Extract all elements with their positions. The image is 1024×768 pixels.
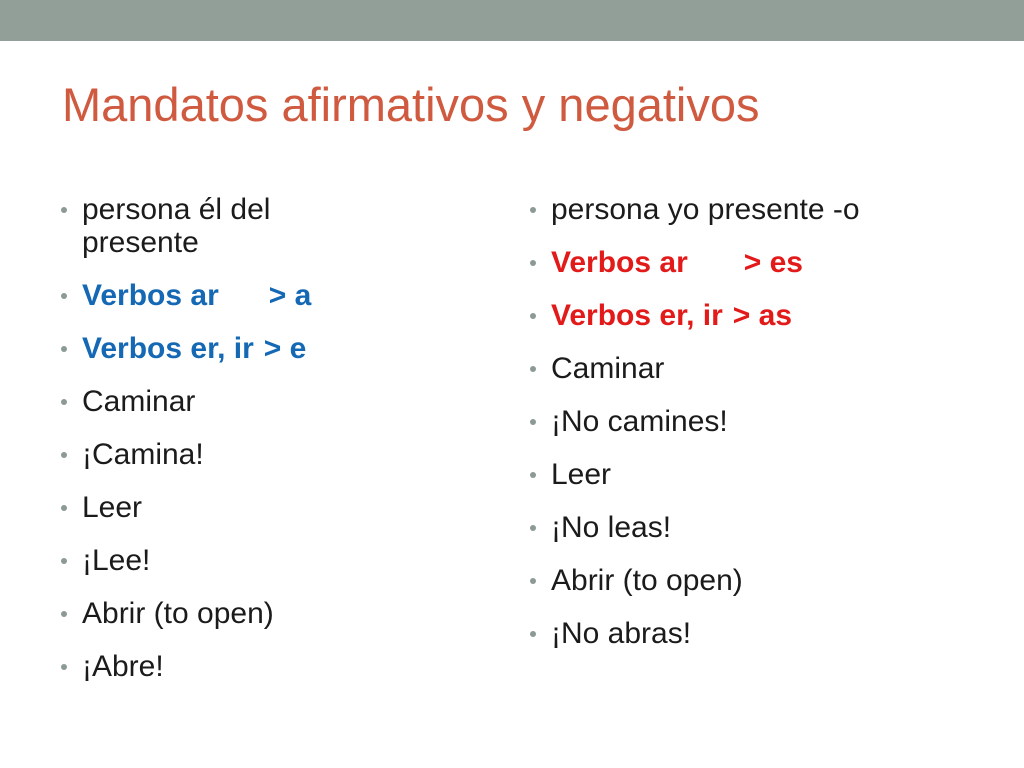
- list-item: [527, 193, 997, 226]
- list-item: [58, 193, 382, 259]
- list-item: [58, 279, 478, 312]
- list-item: [58, 332, 478, 365]
- list-item: [527, 299, 997, 332]
- bullet-icon: [530, 419, 536, 425]
- bullet-icon: [530, 472, 536, 478]
- bullet-icon: [530, 260, 536, 266]
- list-item: [527, 511, 997, 544]
- list-item: [58, 650, 478, 683]
- list-item: [527, 246, 997, 279]
- list-item-text: Leer: [82, 491, 143, 524]
- list-item-text: Abrir (to open): [551, 564, 743, 597]
- bullet-icon: [61, 399, 67, 405]
- list-item-suffix: > e: [263, 332, 307, 365]
- list-item-text: ¡Abre!: [82, 650, 164, 683]
- list-item: [58, 491, 478, 524]
- list-item: [527, 564, 997, 597]
- bullet-icon: [530, 525, 536, 531]
- list-item: [58, 385, 478, 418]
- list-item-text: Verbos ar: [82, 279, 219, 312]
- list-item-suffix: > es: [743, 246, 803, 279]
- bullet-icon: [61, 207, 67, 213]
- list-item-text: Caminar: [82, 385, 196, 418]
- list-item-suffix: > as: [732, 299, 793, 332]
- list-item-text: Caminar: [551, 352, 665, 385]
- bullet-icon: [530, 207, 536, 213]
- bullet-icon: [61, 293, 67, 299]
- list-item: [58, 597, 478, 630]
- list-item-text: Abrir (to open): [82, 597, 274, 630]
- bullet-icon: [530, 313, 536, 319]
- bullet-icon: [530, 366, 536, 372]
- list-item-text: Verbos er, ir: [82, 332, 254, 365]
- list-item: [58, 544, 478, 577]
- list-item: [527, 405, 997, 438]
- bullet-icon: [61, 611, 67, 617]
- list-item-text: Leer: [551, 458, 612, 491]
- list-item-text: ¡Lee!: [82, 544, 151, 577]
- bullet-icon: [530, 578, 536, 584]
- list-item-text: Verbos er, ir: [551, 299, 723, 332]
- list-item-suffix: > a: [268, 279, 312, 312]
- list-item-text: persona él del presente: [82, 193, 271, 259]
- list-item: [527, 617, 997, 650]
- bullet-icon: [530, 631, 536, 637]
- list-item-text: ¡No abras!: [551, 617, 692, 650]
- left-bullet-list: [58, 193, 478, 703]
- list-item: [58, 438, 478, 471]
- list-item: [527, 458, 997, 491]
- bullet-icon: [61, 452, 67, 458]
- right-bullet-list: [527, 193, 997, 670]
- list-item: [527, 352, 997, 385]
- list-item-text: persona yo presente -o: [551, 193, 860, 226]
- bullet-icon: [61, 558, 67, 564]
- bullet-icon: [61, 664, 67, 670]
- list-item-text: ¡Camina!: [82, 438, 204, 471]
- top-accent-bar: [0, 0, 1024, 41]
- list-item-text: Verbos ar: [551, 246, 688, 279]
- bullet-icon: [61, 505, 67, 511]
- list-item-text: ¡No camines!: [551, 405, 728, 438]
- slide-title: Mandatos afirmativos y negativos: [62, 78, 760, 131]
- bullet-icon: [61, 346, 67, 352]
- list-item-text: ¡No leas!: [551, 511, 672, 544]
